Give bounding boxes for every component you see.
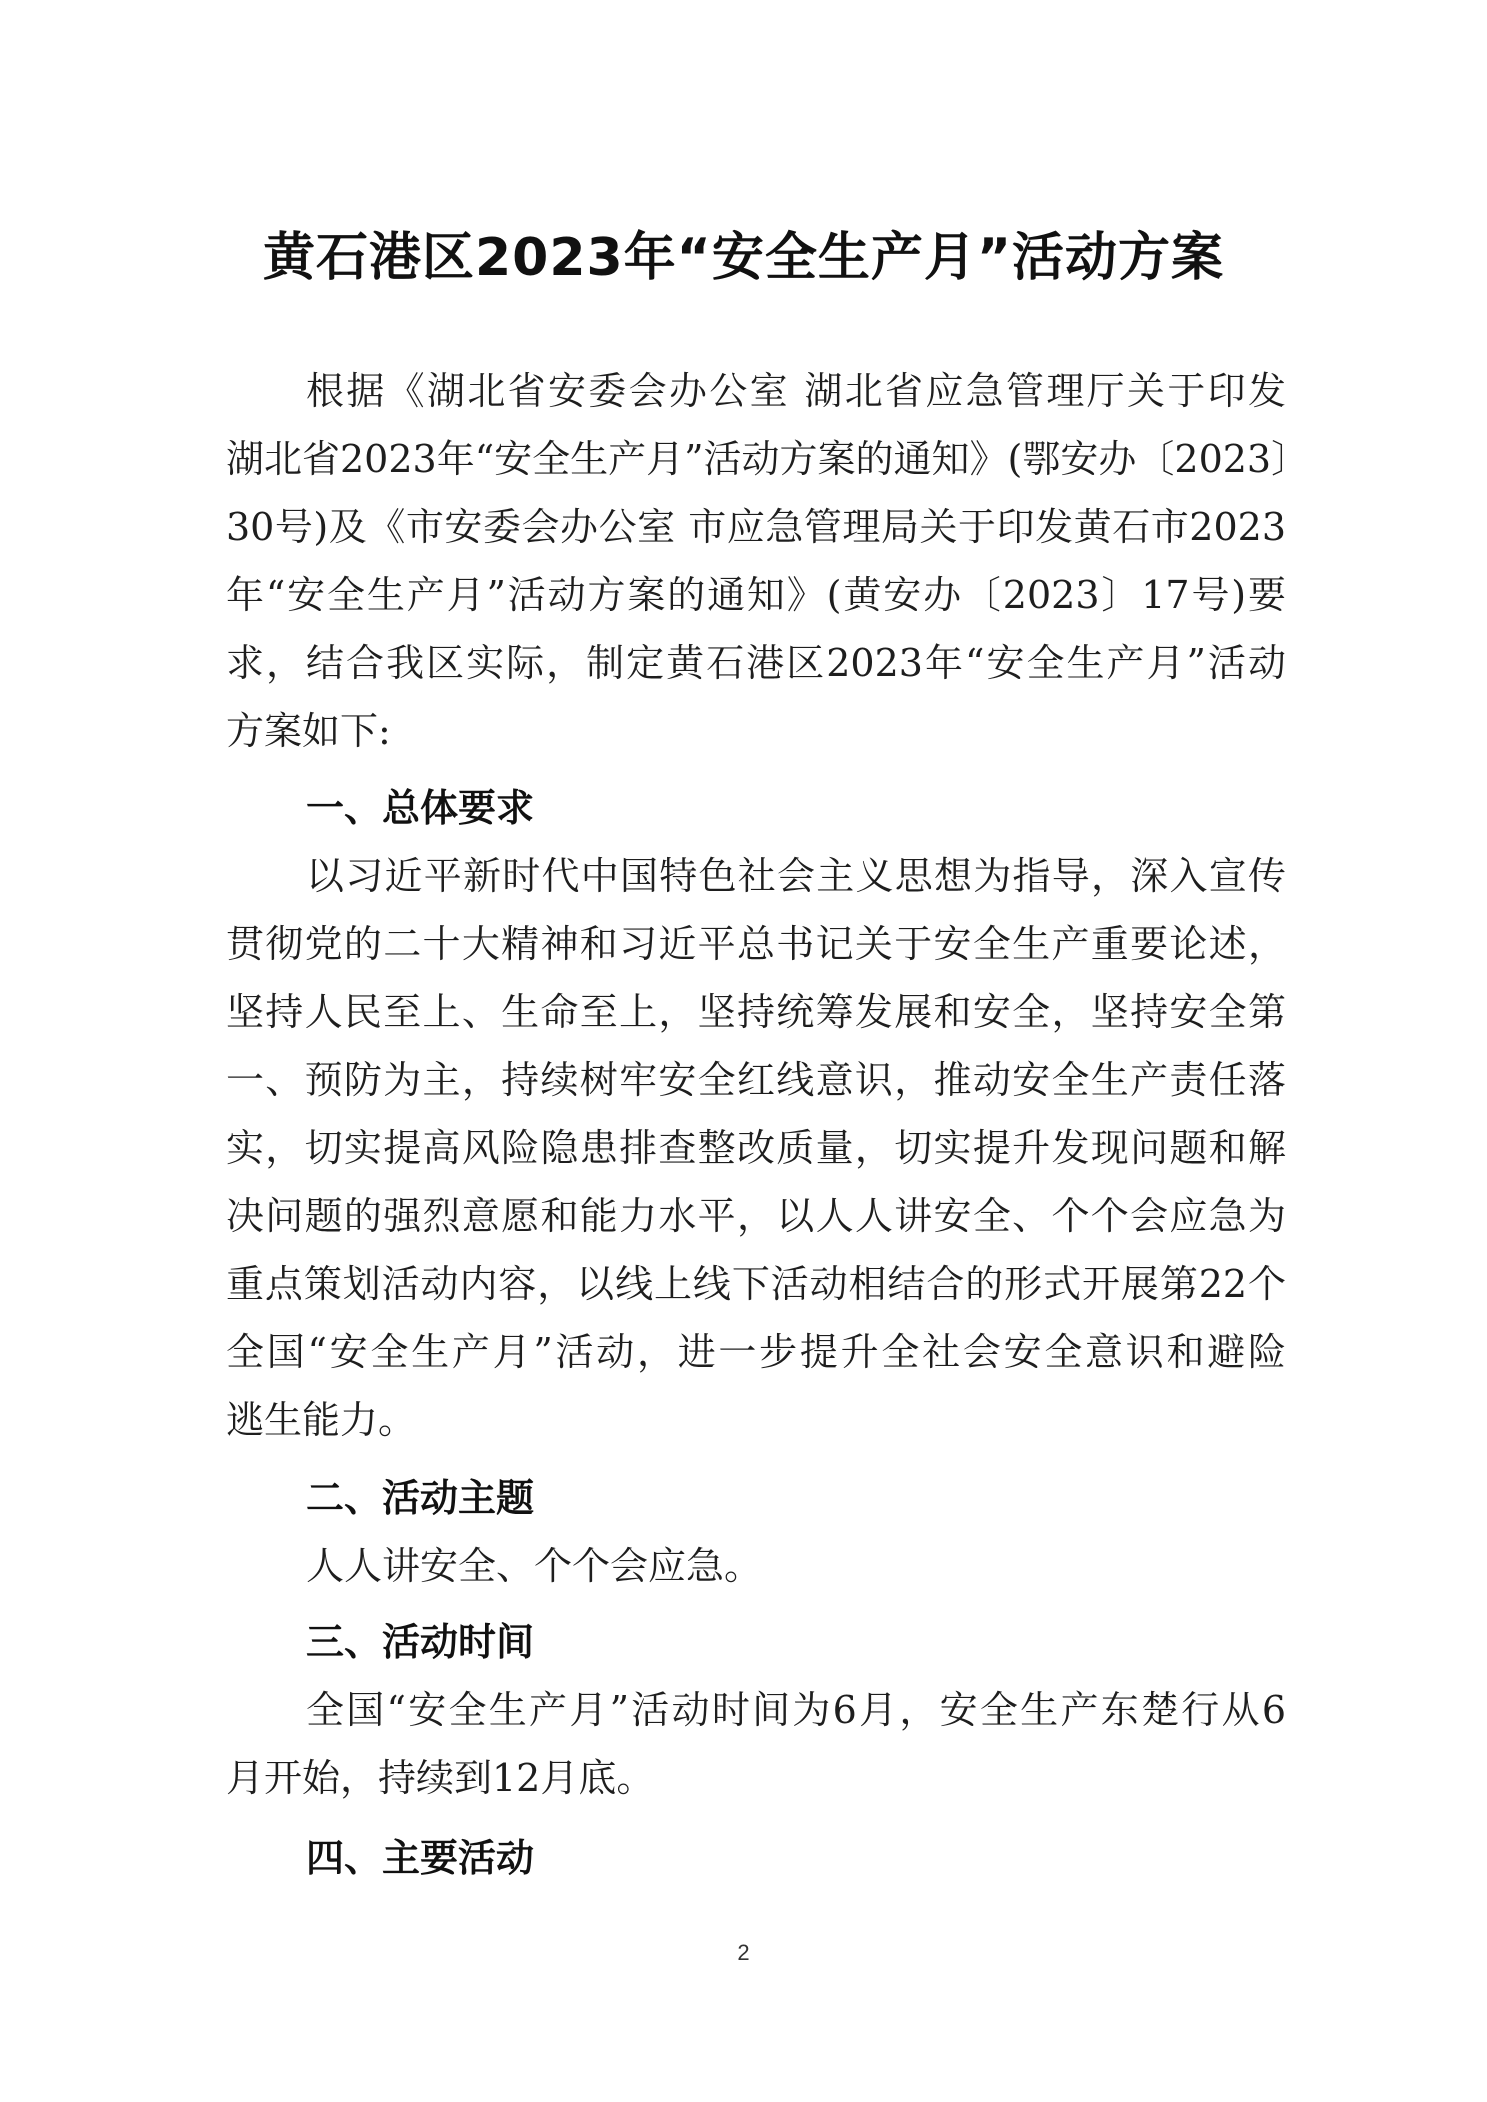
- paragraph-line: 坚持人民至上、生命至上，坚持统筹发展和安全，坚持安全第: [226, 990, 1286, 1034]
- paragraph-line: 一、预防为主，持续树牢安全红线意识，推动安全生产责任落: [226, 1058, 1286, 1102]
- paragraph-line: 贯彻党的二十大精神和习近平总书记关于安全生产重要论述，: [226, 922, 1286, 966]
- section-heading: 三、活动时间: [306, 1620, 535, 1664]
- paragraph-line: 全国“安全生产月”活动时间为6月，安全生产东楚行从6: [306, 1688, 1286, 1732]
- section-heading: 四、主要活动: [306, 1836, 535, 1880]
- section-heading: 二、活动主题: [306, 1476, 535, 1520]
- paragraph-line: 人人讲安全、个个会应急。: [306, 1544, 763, 1588]
- paragraph-line: 实，切实提高风险隐患排查整改质量，切实提升发现问题和解: [226, 1126, 1286, 1170]
- paragraph-line: 逃生能力。: [226, 1398, 417, 1442]
- document-title: 黄石港区2023年“安全生产月”活动方案: [262, 228, 1225, 288]
- section-heading: 一、总体要求: [306, 786, 535, 830]
- paragraph-line: 月开始，持续到12月底。: [226, 1756, 655, 1800]
- paragraph-line: 求，结合我区实际，制定黄石港区2023年“安全生产月”活动: [226, 641, 1286, 685]
- paragraph-line: 全国“安全生产月”活动，进一步提升全社会安全意识和避险: [226, 1330, 1286, 1374]
- paragraph-line: 决问题的强烈意愿和能力水平，以人人讲安全、个个会应急为: [226, 1194, 1286, 1238]
- page-number: 2: [737, 1940, 750, 1965]
- paragraph-line: 重点策划活动内容，以线上线下活动相结合的形式开展第22个: [226, 1262, 1286, 1306]
- paragraph-line: 方案如下:: [226, 709, 391, 753]
- paragraph-line: 湖北省2023年“安全生产月”活动方案的通知》(鄂安办〔2023〕: [226, 437, 1310, 481]
- paragraph-line: 以习近平新时代中国特色社会主义思想为指导，深入宣传: [306, 854, 1286, 898]
- paragraph-line: 30号)及《市安委会办公室 市应急管理局关于印发黄石市2023: [226, 505, 1286, 549]
- paragraph-line: 根据《湖北省安委会办公室 湖北省应急管理厅关于印发: [306, 369, 1286, 413]
- paragraph-line: 年“安全生产月”活动方案的通知》(黄安办〔2023〕17号)要: [226, 573, 1286, 617]
